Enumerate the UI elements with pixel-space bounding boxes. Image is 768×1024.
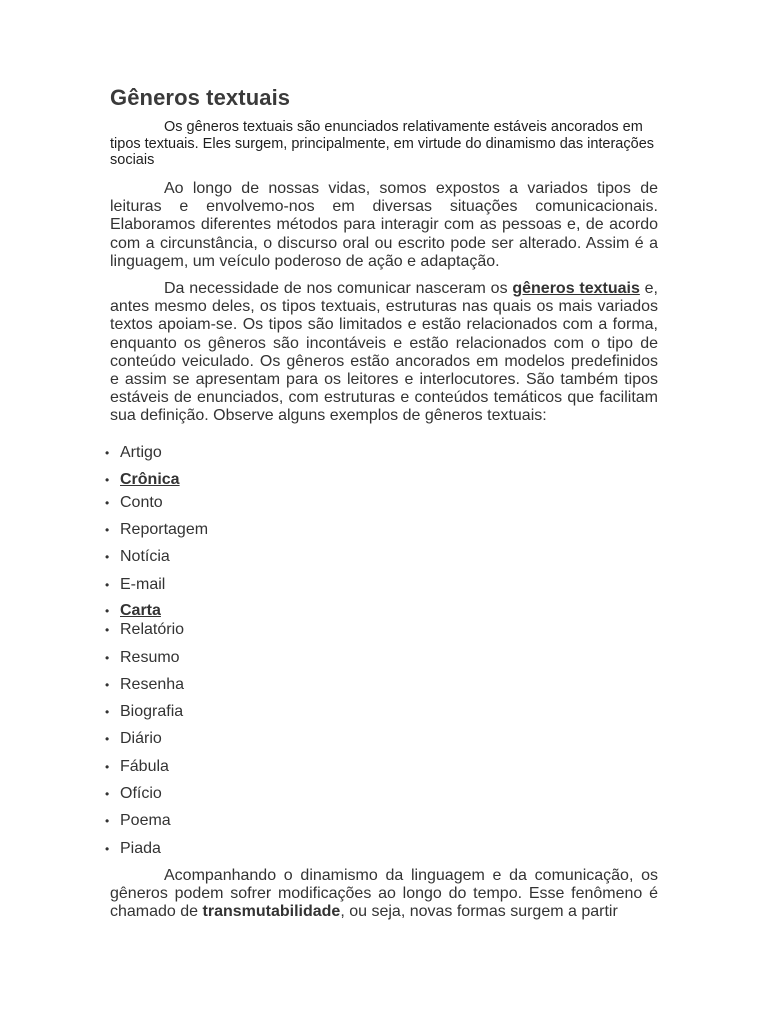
- list-item-label: Fábula: [120, 758, 169, 775]
- list-item-e-mail: [105, 576, 166, 594]
- list-item-link[interactable]: Crônica: [120, 471, 180, 488]
- list-item-reportagem: [105, 521, 209, 539]
- transmutabilidade-term: transmutabilidade: [202, 903, 341, 921]
- bullet-icon: •: [105, 523, 110, 537]
- list-item-label: E-mail: [120, 576, 166, 593]
- list-item-conto: [105, 494, 163, 512]
- list-item-label: Artigo: [120, 444, 162, 461]
- bullet-icon: •: [105, 578, 110, 592]
- generos-textuais-link[interactable]: gêneros textuais: [512, 280, 640, 297]
- bullet-icon: •: [105, 623, 110, 637]
- list-item-label: Relatório: [120, 621, 185, 638]
- paragraph-2: [110, 280, 658, 426]
- bullet-icon: •: [105, 651, 110, 665]
- bullet-icon: •: [105, 604, 110, 618]
- list-item-biografia: [105, 703, 184, 721]
- list-item-diário: [105, 730, 162, 748]
- bullet-icon: •: [105, 550, 110, 564]
- bullet-icon: •: [105, 814, 110, 828]
- list-item-carta[interactable]: [105, 602, 161, 620]
- list-item-link[interactable]: Carta: [120, 602, 161, 619]
- paragraph-1: [110, 180, 658, 271]
- list-item-piada: [105, 840, 161, 858]
- bullet-icon: •: [105, 787, 110, 801]
- bullet-icon: •: [105, 473, 110, 487]
- paragraph-3-text-before: Acompanhando o dinamismo da linguagem e da comunicação, os gêneros podem sofrer modificações ao longo do tempo. Esse fenômeno é chamado de: [110, 867, 658, 921]
- list-item-notícia: [105, 548, 170, 566]
- list-item-label: Ofício: [120, 785, 162, 802]
- paragraph-2-text-before: Da necessidade de nos comunicar nasceram os: [164, 280, 513, 297]
- paragraph-3: [110, 867, 658, 922]
- bullet-icon: •: [105, 760, 110, 774]
- bullet-icon: •: [105, 842, 110, 856]
- list-item-label: Poema: [120, 812, 171, 829]
- list-item-label: Resumo: [120, 649, 180, 666]
- list-item-label: Conto: [120, 494, 163, 511]
- lead-text: Os gêneros textuais são enunciados relativamente estáveis ancorados em tipos textuais. Eles surgem, principalmente, em virtude do dinamismo das interações sociais: [110, 119, 655, 168]
- list-item-poema: [105, 812, 171, 830]
- bullet-icon: •: [105, 446, 110, 460]
- list-item-resumo: [105, 649, 180, 667]
- document-title: Gêneros textuais: [110, 85, 291, 110]
- bullet-icon: •: [105, 678, 110, 692]
- list-item-fábula: [105, 758, 169, 776]
- list-item-resenha: [105, 676, 185, 694]
- paragraph-1-text: Ao longo de nossas vidas, somos expostos a variados tipos de leituras e envolvemo-nos em diversas situações comunicacionais. Elaboramos diferentes métodos para interagir com as pessoas e, de acordo com a circunstância, o discurso oral ou escrito pode ser alterado. Assim é a linguagem, um veículo poderoso de ação e adaptação.: [110, 180, 658, 270]
- bullet-icon: •: [105, 732, 110, 746]
- lead-paragraph: [110, 119, 658, 169]
- list-item-relatório: [105, 621, 185, 639]
- list-item-label: Reportagem: [120, 521, 209, 538]
- list-item-label: Resenha: [120, 676, 185, 693]
- list-item-label: Notícia: [120, 548, 170, 565]
- list-item-label: Piada: [120, 840, 161, 857]
- list-item-artigo: [105, 444, 162, 462]
- list-item-crônica[interactable]: [105, 471, 180, 489]
- list-item-label: Biografia: [120, 703, 184, 720]
- bullet-icon: •: [105, 496, 110, 510]
- list-item-ofício: [105, 785, 162, 803]
- paragraph-2-text-after: e, antes mesmo deles, os tipos textuais, estruturas nas quais os mais variados textos apoiam-se. Os tipos são limitados e estão relacionados com a forma, enquanto os gêneros são incontáveis e estão relacionados com o tipo de conteúdo veiculado. Os gêneros estão ancorados em modelos predefinidos e assim se apresentam para os leitores e interlocutores. São também tipos estáveis de enunciados, com estruturas e conteúdos temáticos que facilitam sua definição. Observe alguns exemplos de gêneros textuais:: [110, 280, 658, 425]
- bullet-icon: •: [105, 705, 110, 719]
- paragraph-3-text-after: , ou seja, novas formas surgem a partir: [340, 903, 618, 921]
- list-item-label: Diário: [120, 730, 162, 747]
